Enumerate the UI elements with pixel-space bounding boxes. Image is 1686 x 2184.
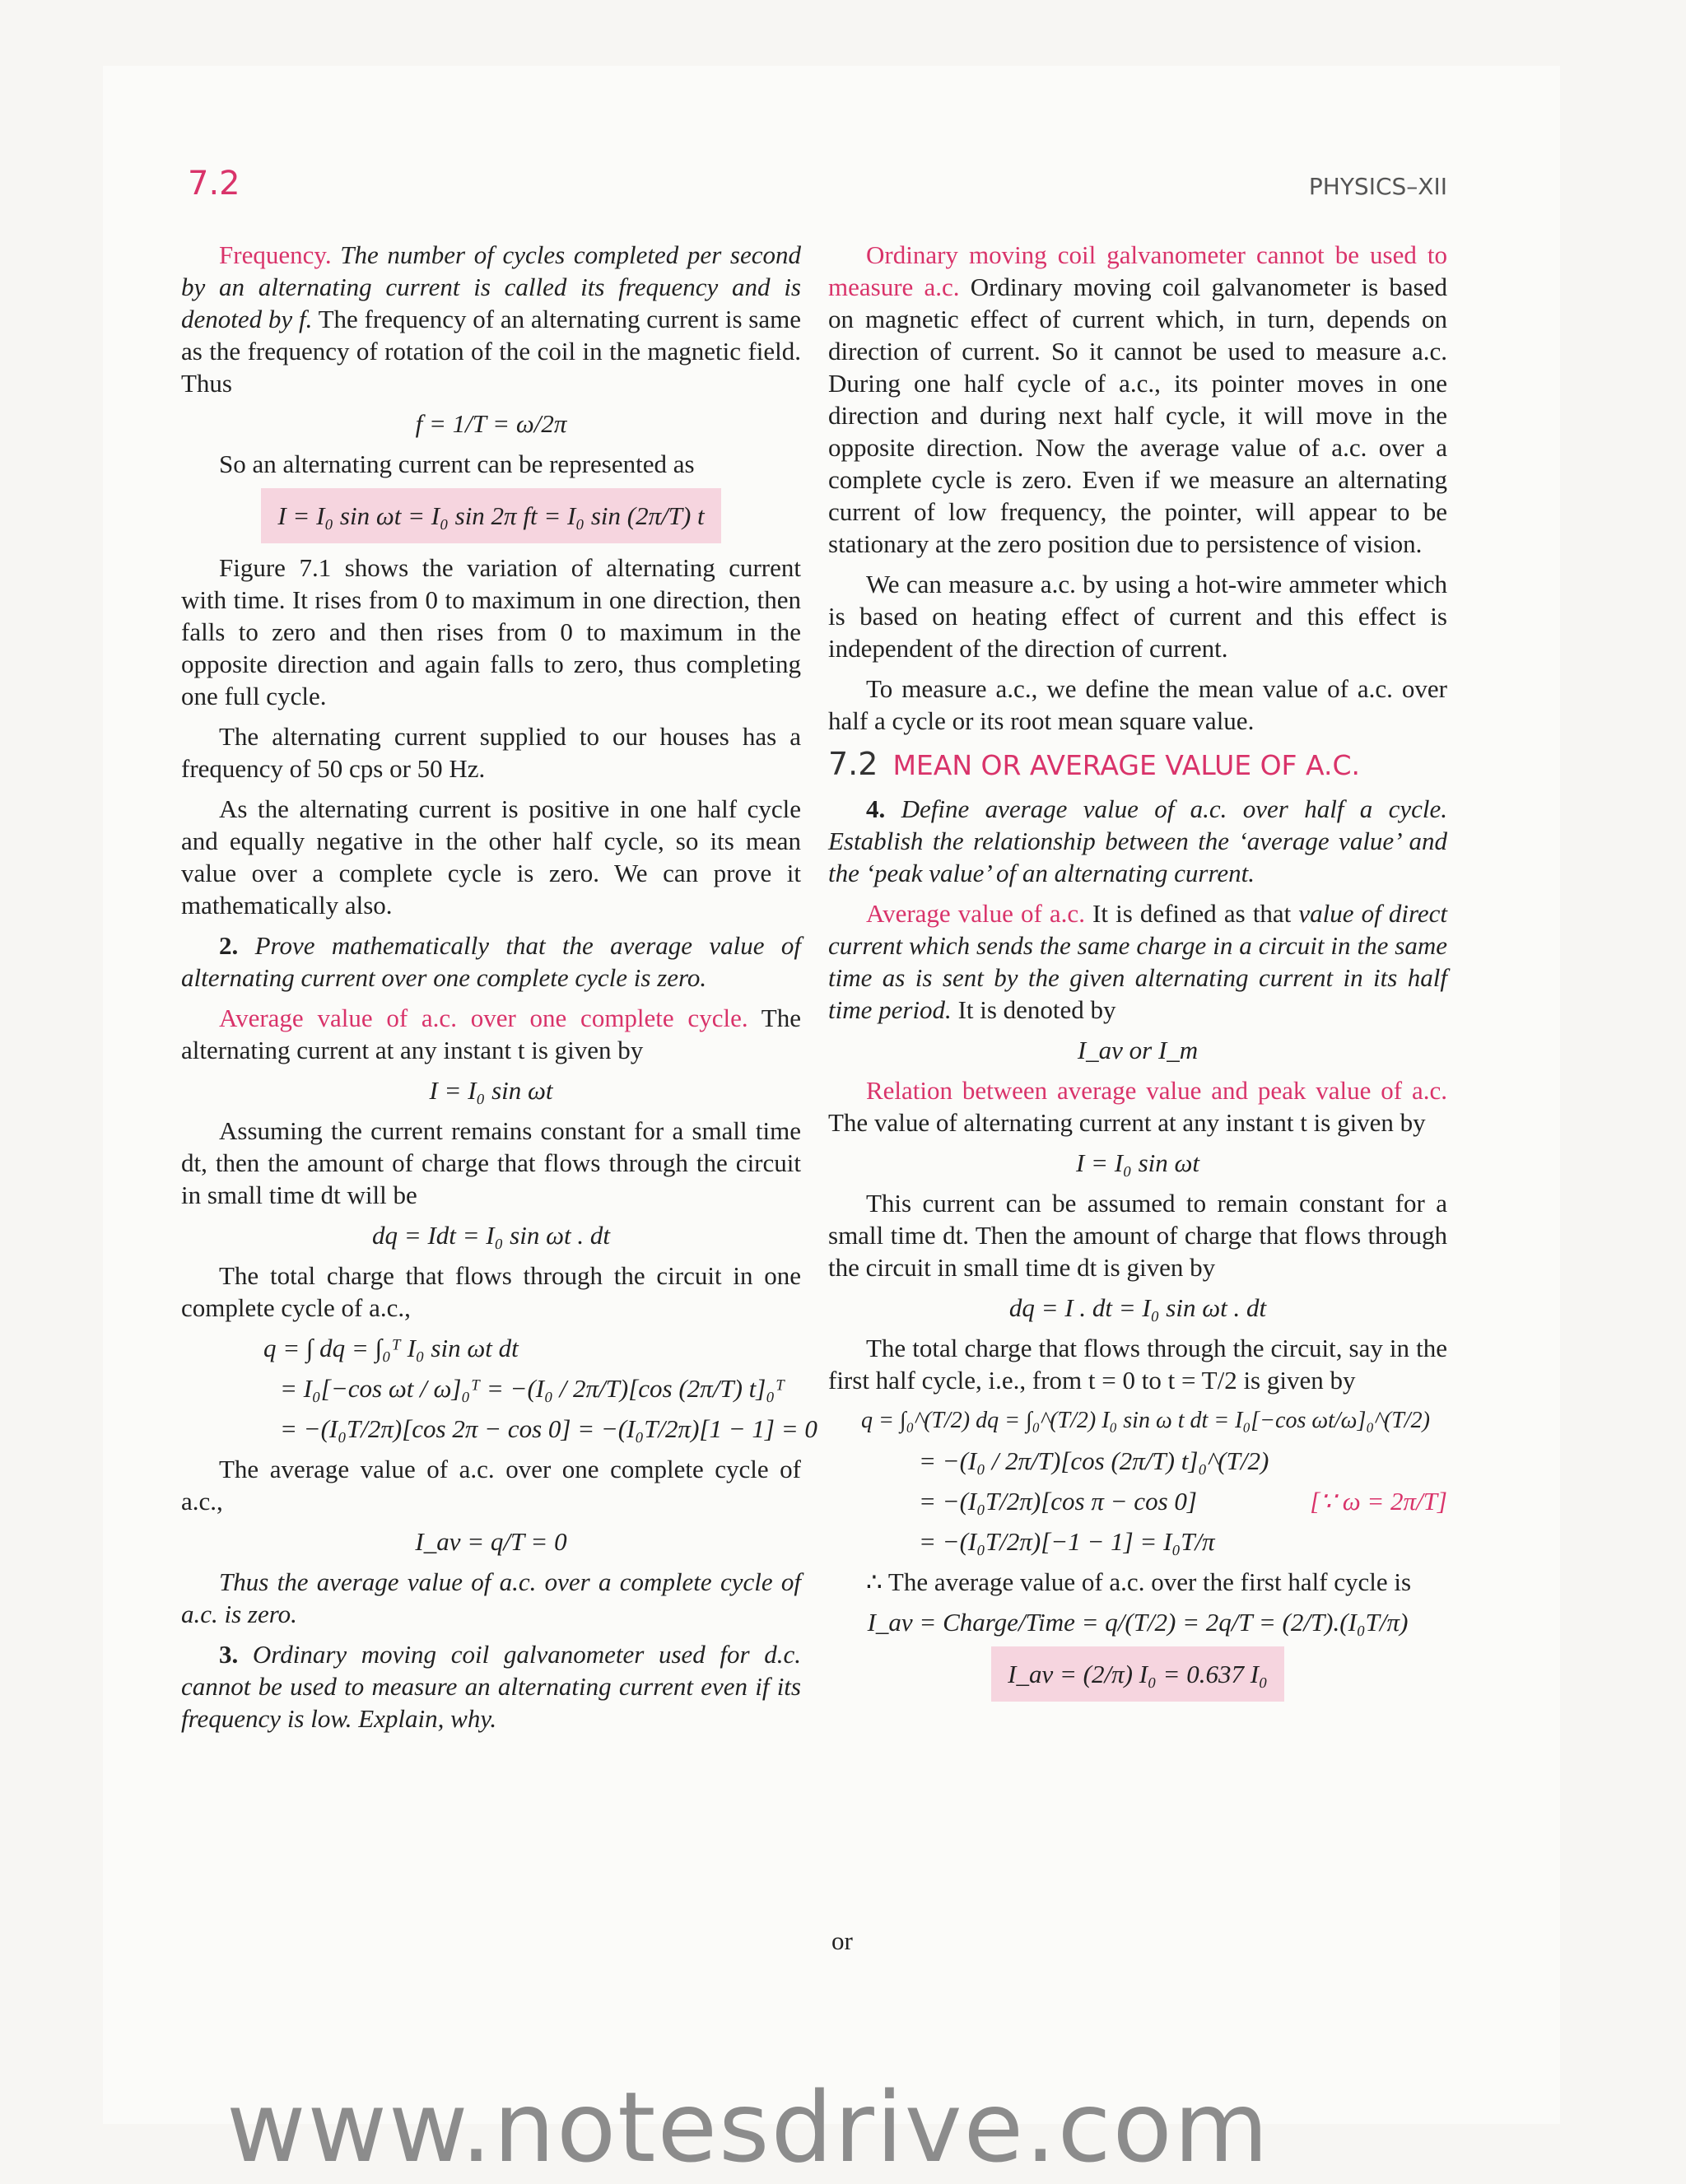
average-cycle-rest: The alternating current at any instant t is given by <box>181 1004 801 1064</box>
question-number: 3. <box>219 1640 239 1669</box>
or-label: or <box>831 1926 853 1955</box>
section-number: 7.2 <box>828 746 878 782</box>
average-def-b: value of direct current which sends the same charge in a circuit in the same time as is sent by the given alternating current in its half time period. <box>828 899 1447 1024</box>
thus-paragraph: Thus the average value of a.c. over a complete cycle of a.c. is zero. <box>181 1567 801 1628</box>
section-heading <box>828 748 1447 781</box>
total-charge-paragraph: The total charge that flows through the circuit, say in the first half cycle, i.e., from t = 0 to t = T/2 is given by <box>828 1334 1447 1395</box>
frequency-paragraph <box>181 239 801 399</box>
galvanometer-rest: Ordinary moving coil galvanometer is based on magnetic effect of current which, in turn, depends on direction of current. So it cannot be used to measure a.c. During one half cycle of a.c., its pointer moves in one direction and during next half cycle, it will move in the opposite direction. Now the average value of a.c. over a complete cycle is zero. Even if we measure an alternating current of low frequency, the pointer, will appear to be stationary at the zero position due to persistence of vision. <box>828 272 1448 558</box>
equation-r-step3 <box>919 1485 1447 1517</box>
relation-paragraph <box>828 1074 1447 1139</box>
question-4 <box>828 793 1447 889</box>
frequency-definition: The number of cycles completed per second by an alternating current is called its frequency and is denoted by f. <box>181 240 801 333</box>
equation-r-step5: I_av = Charge/Time = q/(T/2) = 2q/T = (2/T).(I₀T/π) <box>867 1608 1409 1637</box>
frequency-rest: The frequency of an alternating current is same as the frequency of rotation of the coil in the magnetic field. Thus <box>181 305 801 398</box>
equation-text: f = 1/T = ω/2π <box>415 409 567 438</box>
equation-final-box <box>828 1646 1447 1702</box>
average-def-a: It is defined as that <box>1092 899 1292 928</box>
average-complete-paragraph: The average value of a.c. over one complete cycle of a.c., <box>181 1455 801 1516</box>
left-column <box>181 239 817 1743</box>
book-title: PHYSICS–XII <box>1308 173 1447 200</box>
assume-paragraph: Assuming the current remains constant for a small time dt, then the amount of charge that flows through the circuit in small time dt will be <box>181 1116 801 1209</box>
equation-denote: I_av or I_m <box>1077 1036 1199 1064</box>
hotwire-paragraph: We can measure a.c. by using a hot-wire ammeter which is based on heating effect of current and this effect is independent of the direction of current. <box>828 570 1447 663</box>
figure-paragraph: Figure 7.1 shows the variation of alternating current with time. It rises from 0 to maximum in one direction, then falls to zero and then rises from 0 to maximum in the opposite direction and again falls to zero, thus completing one full cycle. <box>181 553 801 710</box>
measure-paragraph: To measure a.c., we define the mean value of a.c. over half a cycle or its root mean square value. <box>828 674 1447 735</box>
question-2 <box>181 929 801 994</box>
average-def-c: It is denoted by <box>957 995 1116 1024</box>
equation-q-integral: q = ∫ dq = ∫₀ᵀ I₀ sin ωt dt <box>263 1334 519 1362</box>
question-number: 4. <box>866 794 886 823</box>
frequency-term: Frequency. <box>219 240 332 269</box>
equation-q-step2: = I₀[−cos ωt / ω]₀ᵀ = −(I₀ / 2π/T)[cos (2π/T) t]₀ᵀ <box>280 1374 785 1403</box>
equation-frequency <box>181 407 801 440</box>
question-number: 2. <box>219 931 239 960</box>
equation-text: = −(I₀T/2π)[cos π − cos 0] <box>919 1487 1197 1516</box>
average-cycle-paragraph <box>181 1002 801 1066</box>
page-section-number: 7.2 <box>188 165 240 203</box>
therefore-paragraph: ∴ The average value of a.c. over the first half cycle is <box>866 1567 1412 1596</box>
average-definition-paragraph <box>828 897 1447 1026</box>
equation-iav-zero: I_av = q/T = 0 <box>415 1527 567 1556</box>
question-text: Ordinary moving coil galvanometer used for d.c. cannot be used to measure an alternating current even if its frequency is low. Explain, why. <box>181 1640 801 1733</box>
houses-paragraph: The alternating current supplied to our houses has a frequency of 50 cps or 50 Hz. <box>181 722 801 783</box>
question-text: Define average value of a.c. over half a cycle. Establish the relationship between the ‘average value’ and the ‘peak value’ of an alternating current. <box>828 794 1448 887</box>
equation-text: I = I₀ sin ωt = I₀ sin 2π ft = I₀ sin (2π/T) t <box>261 488 720 543</box>
question-3 <box>181 1638 801 1735</box>
galvanometer-paragraph <box>828 239 1447 560</box>
represent-text: So an alternating current can be represented as <box>219 449 695 478</box>
question-text: Prove mathematically that the average value of alternating current over one complete cycle is zero. <box>181 931 802 992</box>
average-cycle-term: Average value of a.c. over one complete cycle. <box>219 1004 748 1032</box>
equation-text: I_av = (2/π) I₀ = 0.637 I₀ <box>991 1646 1284 1702</box>
total-charge-paragraph: The total charge that flows through the circuit in one complete cycle of a.c., <box>181 1261 801 1322</box>
equation-r-step2: = −(I₀ / 2π/T)[cos (2π/T) t]₀^(T/2) <box>919 1446 1269 1475</box>
equation-dq: dq = Idt = I₀ sin ωt . dt <box>372 1221 610 1250</box>
equation-current-box <box>181 488 801 543</box>
equation-q-step3: = −(I₀T/2π)[cos 2π − cos 0] = −(I₀T/2π)[1 − 1] = 0 <box>280 1414 817 1443</box>
omega-note: [∵ ω = 2π/T] <box>1310 1487 1447 1516</box>
relation-rest: The value of alternating current at any instant t is given by <box>828 1108 1426 1137</box>
equation-dq: dq = I . dt = I₀ sin ωt . dt <box>1008 1293 1267 1322</box>
equation-r-step4: = −(I₀T/2π)[−1 − 1] = I₀T/π <box>919 1527 1215 1556</box>
right-column <box>828 239 1447 1710</box>
relation-term: Relation between average value and peak value of a.c. <box>866 1076 1447 1105</box>
equation-instant-current: I = I₀ sin ωt <box>429 1076 553 1105</box>
section-title: MEAN OR AVERAGE VALUE OF A.C. <box>892 749 1361 781</box>
assume-paragraph: This current can be assumed to remain constant for a small time dt. Then the amount of charge that flows through the circuit in small time dt is given by <box>828 1189 1447 1282</box>
watermark: www.notesdrive.com <box>226 2070 1270 2184</box>
positive-paragraph: As the alternating current is positive in one half cycle and equally negative in the other half cycle, so its mean value over a complete cycle is zero. We can prove it mathematically also. <box>181 794 801 920</box>
galvanometer-term: Ordinary moving coil galvanometer cannot be used to measure a.c. <box>828 240 1447 301</box>
average-term: Average value of a.c. <box>866 899 1085 928</box>
equation-instant-current: I = I₀ sin ωt <box>1075 1148 1200 1177</box>
equation-r-step1: q = ∫₀^(T/2) dq = ∫₀^(T/2) I₀ sin ω t dt = I₀[−cos ωt/ω]₀^(T/2) <box>861 1408 1430 1433</box>
